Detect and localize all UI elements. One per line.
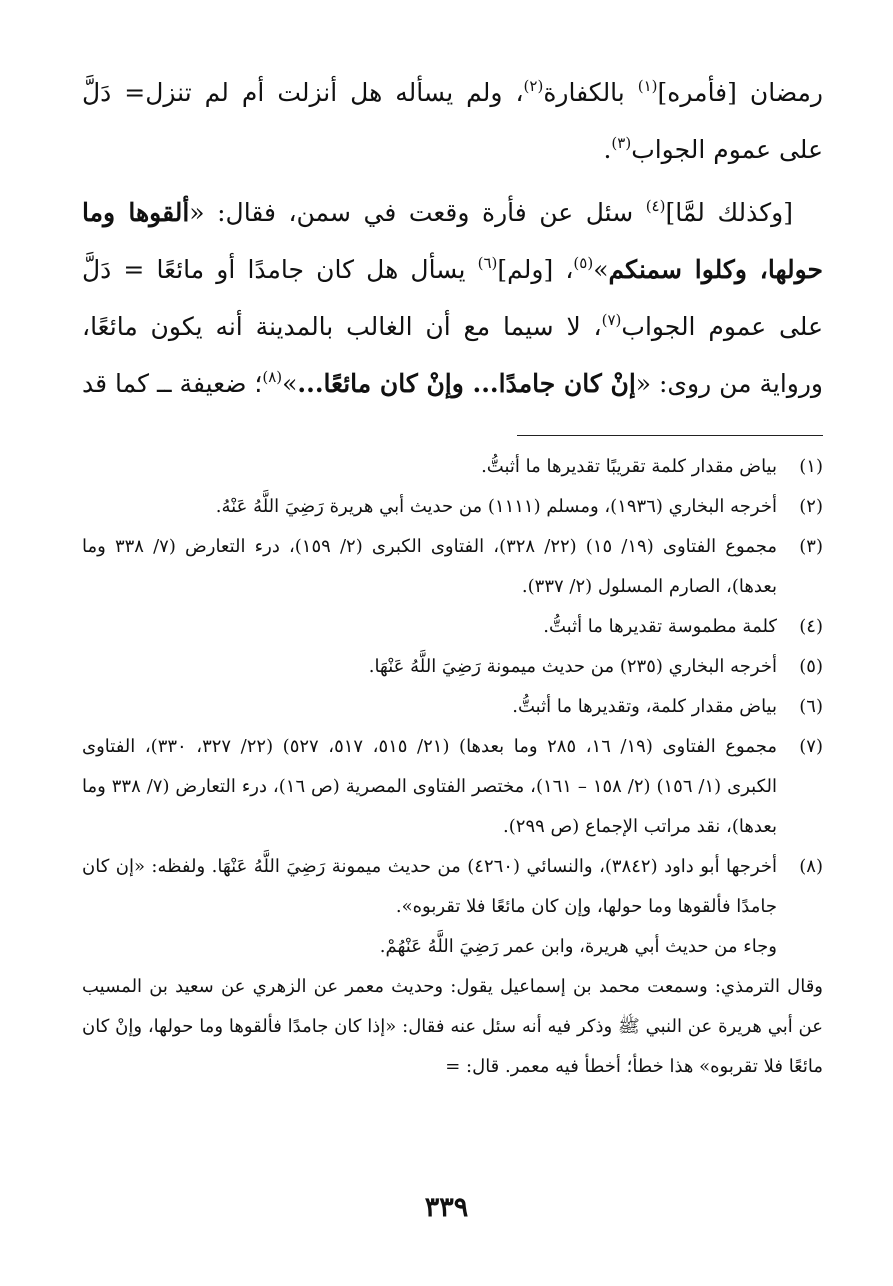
- footnote-separator: [517, 435, 823, 436]
- footnote-text: أخرجه البخاري (٢٣٥) من حديث ميمونة رَضِيَ اللَّهُ عَنْهَا.: [368, 656, 777, 677]
- footnote-ref-7[interactable]: (٧): [601, 311, 622, 329]
- footnotes: [82, 447, 823, 1087]
- footnote-text: أخرجه البخاري (١٩٣٦)، ومسلم (١١١١) من حديث أبي هريرة رَضِيَ اللَّهُ عَنْهُ.: [215, 496, 777, 517]
- page-number: ٣٣٩: [424, 1192, 469, 1223]
- footnote-number: (٨): [799, 856, 823, 877]
- footnote-ref-4[interactable]: (٤): [645, 197, 666, 215]
- text-run: »: [282, 369, 298, 398]
- footnote-8-continuation: وجاء من حديث أبي هريرة، وابن عمر رَضِيَ اللَّهُ عَنْهُمْ.: [379, 936, 777, 957]
- text-run: ، [ولم]: [497, 255, 574, 284]
- footnote-6: [82, 687, 823, 727]
- footnote-number: (١): [799, 456, 823, 477]
- footnote-number: (٤): [799, 616, 823, 637]
- footnote-2: [82, 487, 823, 527]
- footnote-ref-3[interactable]: (٣): [611, 134, 632, 152]
- text-run: .: [603, 135, 612, 164]
- footnote-text: أخرجها أبو داود (٣٨٤٢)، والنسائي (٤٢٦٠) من حديث ميمونة رَضِيَ اللَّهُ عَنْهَا. ولفظه: «إن كان جامدًا فألقوها وما حولها، وإن كان مائعًا فلا تقربوه».: [82, 856, 777, 917]
- footnote-number: (٥): [799, 656, 823, 677]
- footnote-1: [82, 447, 823, 487]
- footnote-ref-2[interactable]: (٢): [523, 77, 544, 95]
- main-text: [82, 64, 823, 412]
- footnote-8: [82, 847, 823, 927]
- footnote-ref-1[interactable]: (١): [637, 77, 658, 95]
- hadith-quote-2: إنْ كان جامدًا... وإنْ كان مائعًا...: [297, 369, 636, 398]
- footnote-5: [82, 647, 823, 687]
- paragraph-1: [82, 64, 823, 178]
- text-run: يسأل هل كان جامدًا أو مائعًا = دَلَّ على عموم الجواب: [82, 255, 823, 341]
- bracketed-phrase: [وكذلك لمَّا]: [665, 198, 793, 227]
- footnote-text: كلمة مطموسة تقديرها ما أثبتُّ.: [543, 616, 777, 637]
- hadith-quote-1: ألقوها وما حولها، وكلوا سمنكم: [82, 198, 823, 284]
- footnote-number: (٢): [799, 496, 823, 517]
- text-run: ؛ ضعيفة ــ كما قد: [82, 369, 263, 398]
- text-run: »: [593, 255, 609, 284]
- footnote-7: [82, 727, 823, 847]
- paragraph-2: [82, 184, 823, 412]
- footnote-ref-6[interactable]: (٦): [477, 254, 498, 272]
- footnote-number: (٧): [799, 736, 823, 757]
- footnote-text: مجموع الفتاوى (١٩/ ١٦، ٢٨٥ وما بعدها) (٢١/ ٥١٥، ٥١٧، ٥٢٧) (٢٢/ ٣٢٧، ٣٣٠)، الفتاوى الكبرى (١/ ١٥٦) (٢/ ١٥٨ – ١٦١)، مختصر الفتاوى المصرية (ص ١٦)، درء التعارض (٧/ ٣٣٨ وما بعدها)، نقد مراتب الإجماع (ص ٢٩٩).: [82, 736, 778, 837]
- footnote-3: [82, 527, 823, 607]
- footnote-text: بياض مقدار كلمة، وتقديرها ما أثبتُّ.: [512, 696, 777, 717]
- text-run: ، لا سيما مع أن الغالب بالمدينة أنه يكون مائعًا، ورواية من روى: «: [82, 312, 823, 398]
- text-run: رمضان: [736, 78, 823, 107]
- footnote-text: مجموع الفتاوى (١٩/ ١٥) (٢٢/ ٣٢٨)، الفتاوى الكبرى (٢/ ١٥٩)، درء التعارض (٧/ ٣٣٨ وما بعدها)، الصارم المسلول (٢/ ٣٣٧).: [82, 536, 777, 597]
- footnote-8-continuation: وقال الترمذي: وسمعت محمد بن إسماعيل يقول: وحديث معمر عن الزهري عن سعيد بن المسيب عن أبي هريرة عن النبي ﷺ وذكر فيه أنه سئل عنه فقال: «إذا كان جامدًا فألقوها وما حولها، وإنْ كان مائعًا فلا تقربوه» هذا خطأ؛ أخطأ فيه معمر. قال: =: [82, 976, 823, 1077]
- text-run: بالكفارة: [543, 78, 638, 107]
- footnote-4: [82, 607, 823, 647]
- text-run: ، ولم يسأله هل أنزلت أم لم تنزل= دَلَّ على عموم الجواب: [82, 78, 823, 164]
- footnote-number: (٣): [799, 536, 823, 557]
- footnote-number: (٦): [799, 696, 823, 717]
- text-run: سئل عن فأرة وقعت في سمن، فقال: «: [189, 198, 646, 227]
- footnote-ref-5[interactable]: (٥): [573, 254, 594, 272]
- footnote-ref-8[interactable]: (٨): [262, 368, 283, 386]
- bracketed-word: [فأمره]: [657, 78, 737, 107]
- footnote-text: بياض مقدار كلمة تقريبًا تقديرها ما أثبتُّ.: [481, 456, 777, 477]
